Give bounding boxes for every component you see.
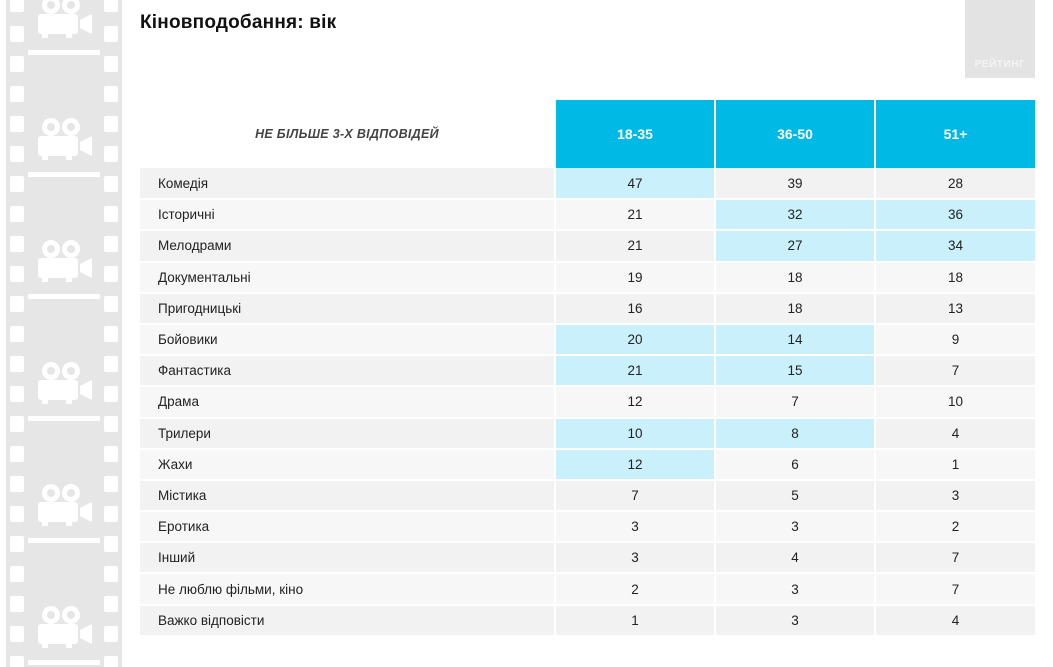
filmstrip-perforation [10, 416, 24, 432]
cell-51plus: 10 [875, 386, 1035, 417]
table-row [140, 480, 1035, 511]
cell-18-35: 1 [555, 605, 715, 636]
filmstrip-perforation [104, 506, 118, 522]
table-row [140, 262, 1035, 293]
cell-36-50: 39 [715, 168, 875, 199]
filmstrip-perforation [104, 146, 118, 162]
row-label: Історичні [140, 199, 555, 230]
cell-18-35: 47 [555, 168, 715, 199]
filmstrip-perforation [10, 176, 24, 192]
filmstrip-perforation [104, 296, 118, 312]
table-row [140, 293, 1035, 324]
filmstrip-perforation [10, 326, 24, 342]
rating-watermark [965, 0, 1035, 78]
movie-camera-icon [34, 480, 94, 526]
cell-18-35: 19 [555, 262, 715, 293]
cell-36-50: 18 [715, 293, 875, 324]
cell-51plus: 13 [875, 293, 1035, 324]
cell-18-35: 16 [555, 293, 715, 324]
row-label: Драма [140, 386, 555, 417]
movie-camera-icon [34, 358, 94, 404]
filmstrip-perforation [104, 56, 118, 72]
cell-18-35: 21 [555, 199, 715, 230]
row-label: Бойовики [140, 324, 555, 355]
data-table-wrapper [140, 100, 1035, 637]
filmstrip-perforation [104, 26, 118, 42]
rating-watermark-label: РЕЙТИНГ [974, 59, 1026, 70]
column-header-51plus: 51+ [875, 100, 1035, 168]
cell-51plus: 28 [875, 168, 1035, 199]
cell-18-35: 3 [555, 542, 715, 573]
cell-51plus: 4 [875, 605, 1035, 636]
table-body [140, 168, 1035, 636]
cell-36-50: 15 [715, 355, 875, 386]
filmstrip-perforation [10, 476, 24, 492]
filmstrip-perforation [10, 386, 24, 402]
cell-18-35: 21 [555, 230, 715, 261]
row-label: Пригодницькі [140, 293, 555, 324]
cell-51plus: 34 [875, 230, 1035, 261]
table-row [140, 542, 1035, 573]
filmstrip-decoration [0, 0, 128, 667]
filmstrip-frame-divider [28, 416, 100, 421]
table-row [140, 605, 1035, 636]
preferences-table [140, 100, 1035, 637]
row-label: Не люблю фільми, кіно [140, 573, 555, 604]
filmstrip-perforation [10, 206, 24, 222]
filmstrip-perforation [104, 86, 118, 102]
filmstrip-perforation [10, 296, 24, 312]
filmstrip-perforation [104, 536, 118, 552]
cell-51plus: 7 [875, 542, 1035, 573]
filmstrip-perforation [104, 206, 118, 222]
cell-36-50: 27 [715, 230, 875, 261]
cell-18-35: 21 [555, 355, 715, 386]
cell-36-50: 3 [715, 573, 875, 604]
table-row [140, 168, 1035, 199]
filmstrip-perforation [104, 326, 118, 342]
table-header-row [140, 100, 1035, 168]
cell-51plus: 4 [875, 418, 1035, 449]
row-label: Еротика [140, 511, 555, 542]
filmstrip-perforation [104, 416, 118, 432]
table-row [140, 418, 1035, 449]
cell-36-50: 8 [715, 418, 875, 449]
filmstrip-frame-divider [28, 660, 100, 665]
filmstrip-perforation [10, 446, 24, 462]
filmstrip-perforation [104, 116, 118, 132]
filmstrip-perforation [10, 566, 24, 582]
table-row [140, 355, 1035, 386]
filmstrip-perforation [10, 356, 24, 372]
movie-camera-icon [34, 0, 94, 38]
row-label: Важко відповісти [140, 605, 555, 636]
filmstrip-frame-divider [28, 294, 100, 299]
filmstrip-perforation [10, 656, 24, 667]
cell-18-35: 10 [555, 418, 715, 449]
column-header-note: НЕ БІЛЬШЕ 3-Х ВІДПОВІДЕЙ [140, 100, 555, 168]
cell-36-50: 7 [715, 386, 875, 417]
filmstrip-perforation [104, 0, 118, 12]
cell-18-35: 20 [555, 324, 715, 355]
filmstrip-frame-divider [28, 172, 100, 177]
cell-51plus: 9 [875, 324, 1035, 355]
filmstrip-perforation [10, 116, 24, 132]
cell-51plus: 36 [875, 199, 1035, 230]
cell-18-35: 12 [555, 386, 715, 417]
cell-36-50: 3 [715, 605, 875, 636]
filmstrip-perforation [104, 386, 118, 402]
row-label: Комедія [140, 168, 555, 199]
filmstrip-perforation [10, 506, 24, 522]
cell-51plus: 1 [875, 449, 1035, 480]
movie-camera-icon [34, 236, 94, 282]
filmstrip-perforation [104, 626, 118, 642]
filmstrip-frame-divider [28, 50, 100, 55]
row-label: Документальні [140, 262, 555, 293]
cell-36-50: 14 [715, 324, 875, 355]
cell-36-50: 32 [715, 199, 875, 230]
filmstrip-perforation [10, 596, 24, 612]
cell-51plus: 7 [875, 355, 1035, 386]
filmstrip-perforation [10, 146, 24, 162]
row-label: Трилери [140, 418, 555, 449]
row-label: Жахи [140, 449, 555, 480]
filmstrip-perforation [104, 476, 118, 492]
table-row [140, 386, 1035, 417]
filmstrip-inner-band [28, 0, 100, 667]
filmstrip-perforation [10, 56, 24, 72]
table-row [140, 449, 1035, 480]
filmstrip-perforation [104, 446, 118, 462]
cell-36-50: 5 [715, 480, 875, 511]
filmstrip-perforation [104, 236, 118, 252]
filmstrip-perforation [104, 566, 118, 582]
table-row [140, 230, 1035, 261]
row-label: Мелодрами [140, 230, 555, 261]
cell-36-50: 6 [715, 449, 875, 480]
cell-18-35: 3 [555, 511, 715, 542]
filmstrip-perforation [10, 626, 24, 642]
cell-51plus: 7 [875, 573, 1035, 604]
movie-camera-icon [34, 602, 94, 648]
filmstrip-perforation [10, 86, 24, 102]
cell-51plus: 18 [875, 262, 1035, 293]
filmstrip-frame-divider [28, 538, 100, 543]
cell-36-50: 4 [715, 542, 875, 573]
table-row [140, 324, 1035, 355]
cell-18-35: 12 [555, 449, 715, 480]
cell-51plus: 2 [875, 511, 1035, 542]
cell-51plus: 3 [875, 480, 1035, 511]
table-row [140, 511, 1035, 542]
filmstrip-perforation [104, 266, 118, 282]
column-header-18-35: 18-35 [555, 100, 715, 168]
cell-18-35: 2 [555, 573, 715, 604]
page-title: Кіновподобання: вік [140, 12, 337, 33]
filmstrip-perforation [104, 356, 118, 372]
row-label: Фантастика [140, 355, 555, 386]
filmstrip-perforation [10, 26, 24, 42]
column-header-36-50: 36-50 [715, 100, 875, 168]
row-label: Інший [140, 542, 555, 573]
cell-36-50: 3 [715, 511, 875, 542]
filmstrip-perforation [104, 656, 118, 667]
cell-36-50: 18 [715, 262, 875, 293]
filmstrip-perforation [10, 266, 24, 282]
filmstrip-perforation [104, 176, 118, 192]
cell-18-35: 7 [555, 480, 715, 511]
table-head [140, 100, 1035, 168]
filmstrip-perforation [104, 596, 118, 612]
row-label: Містика [140, 480, 555, 511]
movie-camera-icon [34, 114, 94, 160]
table-row [140, 573, 1035, 604]
filmstrip-perforation [10, 536, 24, 552]
table-row [140, 199, 1035, 230]
filmstrip-perforation [10, 0, 24, 12]
filmstrip-perforation [10, 236, 24, 252]
